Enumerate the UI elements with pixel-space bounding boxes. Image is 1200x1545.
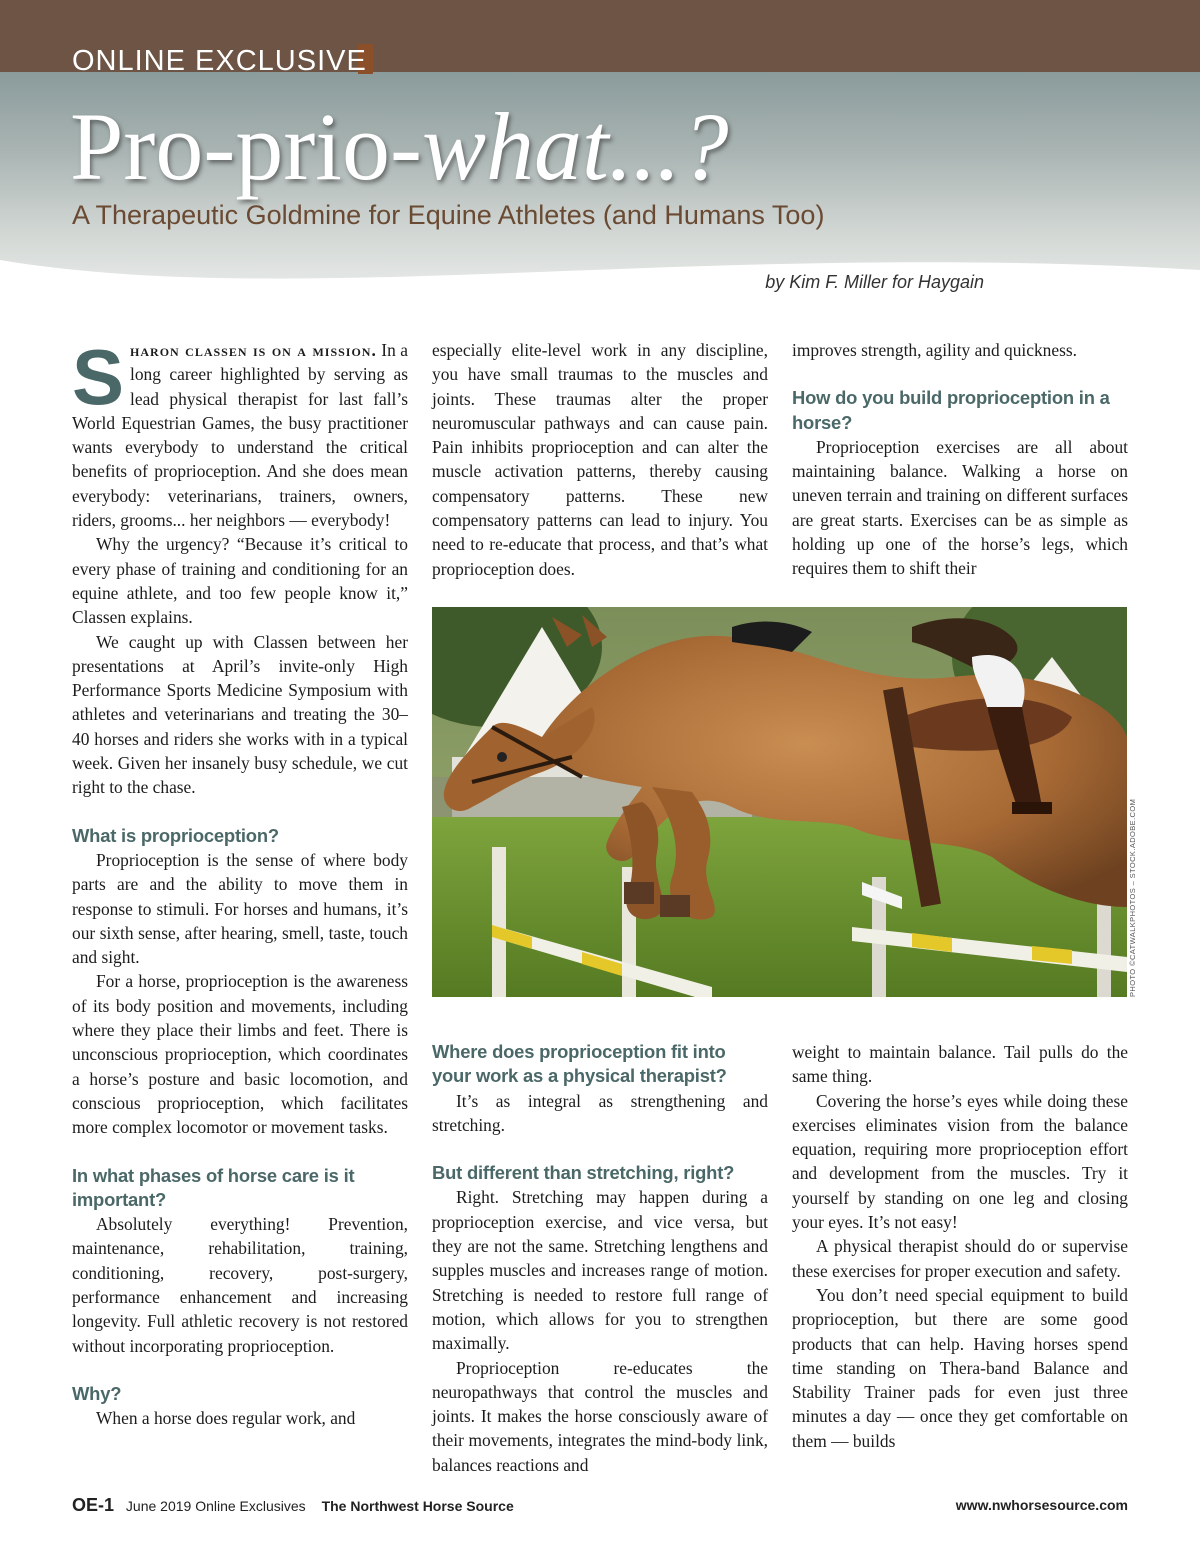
column-2-top — [432, 338, 768, 581]
column-1 — [72, 333, 408, 1430]
paragraph: improves strength, agility and quickness. — [792, 340, 1077, 360]
column-3-bottom — [792, 1040, 1128, 1453]
section-heading: But different than stretching, right? — [432, 1162, 735, 1184]
paragraph: It’s as integral as strengthening and stretching. — [432, 1090, 768, 1135]
section-heading: Why? — [72, 1382, 122, 1404]
horse-illustration — [432, 607, 1127, 997]
column-3-top — [792, 338, 1128, 581]
page-number: OE-1 — [72, 1495, 115, 1515]
byline: by Kim F. Miller for Haygain — [765, 272, 984, 292]
page-footer — [72, 1495, 1128, 1519]
section-heading: How do you build proprioception in a horse? — [792, 387, 1110, 433]
header-wave — [0, 230, 1200, 310]
paragraph: Proprioception exercises are all about maintaining balance. Walking a horse on uneven terrain and training on different surfaces are great starts. Exercises can be as simple as holding up one of the horse’s legs, which requires them to shift their — [792, 436, 1128, 579]
paragraph: Absolutely everything! Prevention, maintenance, rehabilitation, training, conditioning, recovery, post-surgery, performance enhancement and increasing longevity. Full athletic recovery is not restored without incorporating proprioception. — [72, 1214, 408, 1356]
paragraph: Proprioception is the sense of where body parts are and the ability to move them in response to stimuli. For horses and humans, it’s our sixth sense, after hearing, smell, taste, touch and sight. — [72, 849, 408, 968]
paragraph: You don’t need special equipment to build proprioception, but there are some good products that can help. Having horses spend time standing on Thera-band Balance and Stability Trainer pads for even just three minutes a day — once they get comfortable on them — builds — [792, 1284, 1128, 1451]
paragraph: especially elite-level work in any discipline, you have small traumas to the muscles and joints. These traumas alter the proper neuromuscular pathways and can cause pain. Pain inhibits proprioception and can alter the muscle activation patterns, thereby causing compensatory patterns. These new compensatory patterns can lead to injury. You need to re-educate that process, and that’s what proprioception does. — [432, 340, 768, 579]
issue-label: June 2019 Online Exclusives — [125, 1498, 306, 1514]
magazine-name: The Northwest Horse Source — [321, 1498, 514, 1514]
paragraph: Right. Stretching may happen during a proprioception exercise, and vice versa, but they are not the same. Stretching lengthens and supples muscles and increases range of motion. Stretching is needed to restore full range of motion, which allows for you to strengthen maximally. — [432, 1187, 768, 1354]
article-title: Pro-prio-what...? — [70, 93, 729, 200]
paragraph: A physical therapist should do or supervise these exercises for proper execution and safety. — [792, 1236, 1128, 1281]
horse-jumping-photo — [432, 607, 1127, 997]
paragraph: Why the urgency? “Because it’s critical to every phase of training and conditioning for an equine athlete, and too few people know it,” Classen explains. — [72, 534, 408, 628]
paragraph: We caught up with Classen between her presentations at April’s invite-only High Performance Sports Medicine Symposium with athletes and veterinarians and treating the 30–40 horses and riders she works with in a typical week. Given her insanely busy schedule, we cut right to the chase. — [72, 631, 408, 798]
article-subtitle: A Therapeutic Goldmine for Equine Athletes (and Humans Too) — [72, 200, 825, 230]
paragraph: For a horse, proprioception is the awareness of its body position and movements, including where they place their limbs and feet. There is unconscious proprioception, which coordinates a horse’s posture and basic locomotion, and conscious proprioception, which facilitates more complex locomotor or movement tasks. — [72, 971, 408, 1138]
intro-paragraph: Sharon classen is on a mission. In a long career highlighted by serving as lead physical therapist for last fall’s World Equestrian Games, the busy practitioner wants everybody to understand the critical benefits of proprioception. And she does mean everybody: veterinarians, trainers, owners, riders, grooms... her neighbors — everybody! — [72, 333, 408, 531]
section-heading: Where does proprioception fit into your work as a physical therapist? — [432, 1041, 727, 1087]
paragraph: weight to maintain balance. Tail pulls do the same thing. — [792, 1042, 1128, 1087]
section-heading: What is proprioception? — [72, 824, 279, 846]
section-heading: In what phases of horse care is it important? — [72, 1164, 355, 1210]
section-label: ONLINE EXCLUSIVE — [72, 44, 373, 74]
drop-cap: S — [72, 333, 125, 421]
paragraph: When a horse does regular work, and — [96, 1408, 356, 1429]
paragraph: Proprioception re-educates the neuropathways that control the muscles and joints. It makes the horse consciously aware of their movements, integrates the mind-body link, balances reactions and — [432, 1357, 768, 1475]
paragraph: Covering the horse’s eyes while doing these exercises eliminates vision from the balance equation, requiring more proprioception effort and development from the muscles. Try it yourself by standing on one leg and closing your eyes. It’s not easy! — [792, 1090, 1128, 1233]
column-2-bottom — [432, 1040, 768, 1477]
photo-credit: PHOTO ©CATWALKPHOTOS – STOCK.ADOBE.COM — [1128, 798, 1137, 997]
website-link[interactable]: www.nwhorsesource.com — [955, 1497, 1128, 1513]
